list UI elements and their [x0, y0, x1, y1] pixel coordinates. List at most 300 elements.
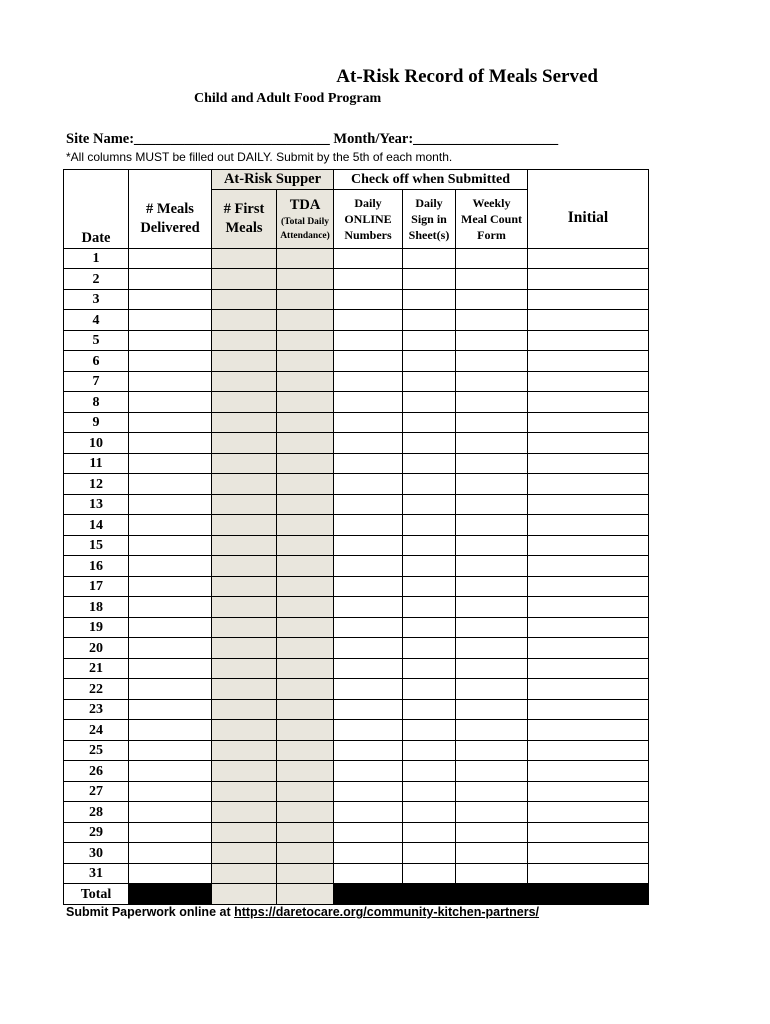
weekly-meal-count-cell[interactable] [456, 535, 528, 556]
weekly-meal-count-cell[interactable] [456, 515, 528, 536]
tda-cell[interactable] [277, 351, 334, 372]
daily-online-cell[interactable] [334, 658, 403, 679]
weekly-meal-count-cell[interactable] [456, 617, 528, 638]
weekly-meal-count-cell[interactable] [456, 863, 528, 884]
tda-cell[interactable] [277, 740, 334, 761]
tda-cell[interactable] [277, 392, 334, 413]
date-cell: 12 [64, 474, 129, 495]
tda-cell[interactable] [277, 597, 334, 618]
daily-online-cell[interactable] [334, 576, 403, 597]
meals-delivered-header: # Meals Delivered [129, 190, 212, 249]
daily-online-cell[interactable] [334, 453, 403, 474]
weekly-meal-count-cell[interactable] [456, 658, 528, 679]
date-cell: 3 [64, 289, 129, 310]
tda-cell[interactable] [277, 453, 334, 474]
date-cell: 23 [64, 699, 129, 720]
daily-online-cell[interactable] [334, 740, 403, 761]
daily-sign-in-cell[interactable] [403, 351, 456, 372]
daily-sign-in-cell[interactable] [403, 822, 456, 843]
table-row [64, 740, 649, 761]
first-meals-cell[interactable] [212, 617, 277, 638]
tda-cell[interactable] [277, 433, 334, 454]
weekly-meal-count-cell[interactable] [456, 269, 528, 290]
tda-cell[interactable] [277, 371, 334, 392]
daily-online-cell[interactable] [334, 351, 403, 372]
tda-header: TDA (Total Daily Attendance) [277, 190, 334, 249]
daily-sign-in-cell[interactable] [403, 802, 456, 823]
meals-delivered-cell[interactable] [129, 515, 212, 536]
tda-cell[interactable] [277, 556, 334, 577]
first-meals-cell[interactable] [212, 863, 277, 884]
date-cell: 21 [64, 658, 129, 679]
date-cell: 22 [64, 679, 129, 700]
first-meals-cell[interactable] [212, 474, 277, 495]
initial-cell[interactable] [528, 658, 649, 679]
weekly-meal-count-cell[interactable] [456, 720, 528, 741]
meals-delivered-cell[interactable] [129, 679, 212, 700]
blank-header-cell [64, 170, 129, 190]
first-meals-cell[interactable] [212, 330, 277, 351]
site-name-field[interactable]: Site Name:___________________________ [66, 131, 330, 147]
first-meals-cell[interactable] [212, 720, 277, 741]
first-meals-cell[interactable] [212, 392, 277, 413]
daily-sign-in-cell[interactable] [403, 248, 456, 269]
weekly-meal-count-cell[interactable] [456, 392, 528, 413]
first-meals-cell[interactable] [212, 371, 277, 392]
date-cell: 15 [64, 535, 129, 556]
daily-online-cell[interactable] [334, 330, 403, 351]
table-row [64, 720, 649, 741]
daily-online-cell[interactable] [334, 679, 403, 700]
daily-online-cell[interactable] [334, 248, 403, 269]
first-meals-cell[interactable] [212, 822, 277, 843]
meals-delivered-cell[interactable] [129, 822, 212, 843]
daily-sign-in-cell[interactable] [403, 638, 456, 659]
tda-cell[interactable] [277, 863, 334, 884]
initial-cell[interactable] [528, 679, 649, 700]
daily-sign-in-cell[interactable] [403, 761, 456, 782]
initial-cell[interactable] [528, 863, 649, 884]
table-row [64, 269, 649, 290]
first-meals-cell[interactable] [212, 576, 277, 597]
initial-cell[interactable] [528, 802, 649, 823]
daily-online-cell[interactable] [334, 494, 403, 515]
meals-delivered-cell[interactable] [129, 371, 212, 392]
tda-cell[interactable] [277, 310, 334, 331]
first-meals-cell[interactable] [212, 289, 277, 310]
meals-log-table [63, 169, 649, 905]
initial-cell[interactable] [528, 474, 649, 495]
tda-cell[interactable] [277, 720, 334, 741]
date-cell: 27 [64, 781, 129, 802]
daily-online-cell[interactable] [334, 310, 403, 331]
tda-cell[interactable] [277, 822, 334, 843]
daily-online-cell[interactable] [334, 802, 403, 823]
first-meals-cell[interactable] [212, 556, 277, 577]
date-cell: 19 [64, 617, 129, 638]
meals-delivered-cell[interactable] [129, 392, 212, 413]
meals-delivered-cell[interactable] [129, 740, 212, 761]
tda-cell[interactable] [277, 802, 334, 823]
total-meals-delivered-blocked [129, 884, 212, 905]
weekly-meal-count-cell[interactable] [456, 843, 528, 864]
date-cell: 28 [64, 802, 129, 823]
site-month-line [66, 131, 558, 148]
meals-delivered-cell[interactable] [129, 617, 212, 638]
initial-cell[interactable] [528, 248, 649, 269]
total-label: Total [64, 884, 129, 905]
date-cell: 18 [64, 597, 129, 618]
weekly-meal-count-cell[interactable] [456, 638, 528, 659]
daily-sign-in-cell[interactable] [403, 371, 456, 392]
date-cell: 4 [64, 310, 129, 331]
table-row [64, 802, 649, 823]
meals-delivered-cell[interactable] [129, 597, 212, 618]
daily-sign-in-cell[interactable] [403, 617, 456, 638]
table-row [64, 597, 649, 618]
tda-cell[interactable] [277, 494, 334, 515]
table-row [64, 330, 649, 351]
initial-cell[interactable] [528, 740, 649, 761]
daily-sign-in-cell[interactable] [403, 658, 456, 679]
tda-cell[interactable] [277, 474, 334, 495]
table-row [64, 515, 649, 536]
tda-cell[interactable] [277, 658, 334, 679]
table-row [64, 371, 649, 392]
tda-cell[interactable] [277, 781, 334, 802]
weekly-meal-count-cell[interactable] [456, 412, 528, 433]
date-cell: 31 [64, 863, 129, 884]
meals-delivered-cell[interactable] [129, 474, 212, 495]
weekly-meal-count-cell[interactable] [456, 597, 528, 618]
first-meals-cell[interactable] [212, 412, 277, 433]
meals-delivered-cell[interactable] [129, 351, 212, 372]
first-meals-cell[interactable] [212, 699, 277, 720]
daily-sign-in-cell[interactable] [403, 679, 456, 700]
month-year-field[interactable]: Month/Year:____________________ [333, 131, 559, 147]
first-meals-cell[interactable] [212, 597, 277, 618]
date-cell: 16 [64, 556, 129, 577]
initial-cell[interactable] [528, 761, 649, 782]
table-row [64, 433, 649, 454]
table-row [64, 310, 649, 331]
weekly-meal-count-cell[interactable] [456, 310, 528, 331]
initial-cell[interactable] [528, 597, 649, 618]
first-meals-cell[interactable] [212, 453, 277, 474]
daily-online-cell[interactable] [334, 822, 403, 843]
tda-cell[interactable] [277, 289, 334, 310]
first-meals-cell[interactable] [212, 433, 277, 454]
weekly-meal-count-cell[interactable] [456, 781, 528, 802]
tda-cell[interactable] [277, 638, 334, 659]
instruction-text: *All columns MUST be filled out DAILY. Submit by the 5th of each month. [66, 150, 453, 164]
initial-cell[interactable] [528, 576, 649, 597]
meals-delivered-cell[interactable] [129, 433, 212, 454]
initial-cell[interactable] [528, 494, 649, 515]
daily-online-cell[interactable] [334, 412, 403, 433]
check-off-header: Check off when Submitted [334, 170, 528, 190]
form-subtitle: Child and Adult Food Program [194, 91, 382, 106]
initial-cell[interactable] [528, 720, 649, 741]
daily-sign-in-header: Daily Sign in Sheet(s) [403, 190, 456, 249]
daily-sign-in-cell[interactable] [403, 535, 456, 556]
meals-delivered-cell[interactable] [129, 761, 212, 782]
daily-sign-in-cell[interactable] [403, 453, 456, 474]
daily-sign-in-cell[interactable] [403, 863, 456, 884]
daily-online-cell[interactable] [334, 699, 403, 720]
weekly-meal-count-cell[interactable] [456, 802, 528, 823]
form-title-text: At-Risk Record of Meals Served [336, 66, 598, 87]
daily-online-cell[interactable] [334, 474, 403, 495]
initial-cell[interactable] [528, 781, 649, 802]
meals-delivered-cell[interactable] [129, 412, 212, 433]
weekly-meal-count-cell[interactable] [456, 330, 528, 351]
meals-delivered-cell[interactable] [129, 638, 212, 659]
daily-online-cell[interactable] [334, 638, 403, 659]
initial-cell[interactable] [528, 822, 649, 843]
table-row [64, 556, 649, 577]
date-cell: 13 [64, 494, 129, 515]
first-meals-cell[interactable] [212, 843, 277, 864]
date-cell: 29 [64, 822, 129, 843]
daily-online-cell[interactable] [334, 371, 403, 392]
initial-cell[interactable] [528, 412, 649, 433]
meals-delivered-cell[interactable] [129, 330, 212, 351]
footer-text: Submit Paperwork online at https://daretocare.org/community-kitchen-partners/ [66, 905, 540, 919]
first-meals-cell[interactable] [212, 802, 277, 823]
first-meals-cell[interactable] [212, 638, 277, 659]
daily-sign-in-cell[interactable] [403, 330, 456, 351]
total-tda-cell[interactable] [277, 884, 334, 905]
weekly-meal-count-cell[interactable] [456, 699, 528, 720]
daily-online-cell[interactable] [334, 843, 403, 864]
weekly-meal-count-cell[interactable] [456, 351, 528, 372]
date-cell: 2 [64, 269, 129, 290]
daily-sign-in-cell[interactable] [403, 474, 456, 495]
tda-cell[interactable] [277, 761, 334, 782]
weekly-meal-count-cell[interactable] [456, 248, 528, 269]
daily-online-cell[interactable] [334, 392, 403, 413]
daily-online-cell[interactable] [334, 269, 403, 290]
daily-sign-in-cell[interactable] [403, 310, 456, 331]
daily-online-cell[interactable] [334, 720, 403, 741]
table-row [64, 453, 649, 474]
tda-cell[interactable] [277, 412, 334, 433]
date-cell: 30 [64, 843, 129, 864]
blank-header-cell [129, 170, 212, 190]
weekly-meal-count-cell[interactable] [456, 556, 528, 577]
daily-sign-in-cell[interactable] [403, 843, 456, 864]
daily-sign-in-cell[interactable] [403, 576, 456, 597]
daily-sign-in-cell[interactable] [403, 781, 456, 802]
table-row [64, 617, 649, 638]
weekly-meal-count-cell[interactable] [456, 494, 528, 515]
initial-cell[interactable] [528, 392, 649, 413]
daily-sign-in-cell[interactable] [403, 720, 456, 741]
meals-delivered-cell[interactable] [129, 843, 212, 864]
meals-delivered-cell[interactable] [129, 781, 212, 802]
daily-sign-in-cell[interactable] [403, 269, 456, 290]
daily-online-cell[interactable] [334, 515, 403, 536]
weekly-meal-count-cell[interactable] [456, 289, 528, 310]
daily-online-cell[interactable] [334, 433, 403, 454]
daily-sign-in-cell[interactable] [403, 412, 456, 433]
weekly-meal-count-cell[interactable] [456, 474, 528, 495]
meals-delivered-cell[interactable] [129, 453, 212, 474]
tda-cell[interactable] [277, 699, 334, 720]
initial-cell[interactable] [528, 351, 649, 372]
date-header: Date [64, 190, 129, 249]
meals-delivered-cell[interactable] [129, 269, 212, 290]
initial-cell[interactable] [528, 289, 649, 310]
date-cell: 25 [64, 740, 129, 761]
first-meals-cell[interactable] [212, 351, 277, 372]
table-row [64, 638, 649, 659]
daily-online-numbers-header: Daily ONLINE Numbers [334, 190, 403, 249]
initial-cell[interactable] [528, 330, 649, 351]
initial-cell[interactable] [528, 843, 649, 864]
weekly-meal-count-cell[interactable] [456, 822, 528, 843]
footer-link[interactable]: https://daretocare.org/community-kitchen-partners/ [234, 905, 540, 919]
daily-online-cell[interactable] [334, 289, 403, 310]
daily-sign-in-cell[interactable] [403, 392, 456, 413]
first-meals-cell[interactable] [212, 761, 277, 782]
weekly-meal-count-cell[interactable] [456, 761, 528, 782]
date-cell: 17 [64, 576, 129, 597]
first-meals-cell[interactable] [212, 248, 277, 269]
date-cell: 9 [64, 412, 129, 433]
meals-delivered-cell[interactable] [129, 802, 212, 823]
first-meals-cell[interactable] [212, 535, 277, 556]
weekly-meal-count-cell[interactable] [456, 679, 528, 700]
date-cell: 20 [64, 638, 129, 659]
meals-delivered-cell[interactable] [129, 494, 212, 515]
daily-sign-in-cell[interactable] [403, 433, 456, 454]
tda-cell[interactable] [277, 617, 334, 638]
table-row [64, 474, 649, 495]
date-cell: 24 [64, 720, 129, 741]
daily-sign-in-cell[interactable] [403, 597, 456, 618]
first-meals-cell[interactable] [212, 269, 277, 290]
first-meals-cell[interactable] [212, 494, 277, 515]
tda-cell[interactable] [277, 576, 334, 597]
first-meals-cell[interactable] [212, 310, 277, 331]
initial-cell[interactable] [528, 535, 649, 556]
meals-delivered-cell[interactable] [129, 289, 212, 310]
tda-cell[interactable] [277, 248, 334, 269]
meals-delivered-cell[interactable] [129, 576, 212, 597]
table-row [64, 658, 649, 679]
blank-header-cell [528, 170, 649, 190]
daily-sign-in-cell[interactable] [403, 515, 456, 536]
initial-cell[interactable] [528, 453, 649, 474]
total-first-meals-cell[interactable] [212, 884, 277, 905]
table-row [64, 781, 649, 802]
daily-online-cell[interactable] [334, 597, 403, 618]
initial-cell[interactable] [528, 556, 649, 577]
first-meals-cell[interactable] [212, 781, 277, 802]
table-row [64, 535, 649, 556]
initial-cell[interactable] [528, 617, 649, 638]
tda-cell[interactable] [277, 535, 334, 556]
first-meals-cell[interactable] [212, 658, 277, 679]
meals-delivered-cell[interactable] [129, 248, 212, 269]
meals-delivered-cell[interactable] [129, 658, 212, 679]
weekly-meal-count-cell[interactable] [456, 433, 528, 454]
first-meals-header: # First Meals [212, 190, 277, 249]
initial-cell[interactable] [528, 310, 649, 331]
daily-online-cell[interactable] [334, 556, 403, 577]
table-row [64, 392, 649, 413]
meals-delivered-cell[interactable] [129, 699, 212, 720]
daily-sign-in-cell[interactable] [403, 556, 456, 577]
daily-online-cell[interactable] [334, 761, 403, 782]
first-meals-cell[interactable] [212, 740, 277, 761]
daily-sign-in-cell[interactable] [403, 289, 456, 310]
daily-online-cell[interactable] [334, 863, 403, 884]
daily-online-cell[interactable] [334, 617, 403, 638]
table-row [64, 351, 649, 372]
daily-sign-in-cell[interactable] [403, 494, 456, 515]
daily-sign-in-cell[interactable] [403, 699, 456, 720]
meals-delivered-cell[interactable] [129, 310, 212, 331]
weekly-meal-count-cell[interactable] [456, 371, 528, 392]
initial-cell[interactable] [528, 515, 649, 536]
table-row [64, 761, 649, 782]
table-row [64, 412, 649, 433]
initial-cell[interactable] [528, 699, 649, 720]
tda-cell[interactable] [277, 679, 334, 700]
meals-delivered-cell[interactable] [129, 863, 212, 884]
date-cell: 26 [64, 761, 129, 782]
date-cell: 7 [64, 371, 129, 392]
table-row [64, 843, 649, 864]
date-cell: 1 [64, 248, 129, 269]
date-cell: 5 [64, 330, 129, 351]
date-cell: 10 [64, 433, 129, 454]
daily-online-cell[interactable] [334, 535, 403, 556]
first-meals-cell[interactable] [212, 515, 277, 536]
weekly-meal-count-header: Weekly Meal Count Form [456, 190, 528, 249]
initial-cell[interactable] [528, 371, 649, 392]
weekly-meal-count-cell[interactable] [456, 576, 528, 597]
header-row-top [64, 170, 649, 190]
meals-delivered-cell[interactable] [129, 535, 212, 556]
table-row [64, 699, 649, 720]
table-row [64, 863, 649, 884]
table-row [64, 822, 649, 843]
tda-cell[interactable] [277, 843, 334, 864]
date-cell: 6 [64, 351, 129, 372]
weekly-meal-count-cell[interactable] [456, 453, 528, 474]
first-meals-cell[interactable] [212, 679, 277, 700]
initial-cell[interactable] [528, 433, 649, 454]
total-row [64, 884, 649, 905]
initial-cell[interactable] [528, 269, 649, 290]
date-cell: 8 [64, 392, 129, 413]
daily-sign-in-cell[interactable] [403, 740, 456, 761]
tda-cell[interactable] [277, 269, 334, 290]
initial-cell[interactable] [528, 638, 649, 659]
table-row [64, 679, 649, 700]
meals-delivered-cell[interactable] [129, 720, 212, 741]
weekly-meal-count-cell[interactable] [456, 740, 528, 761]
at-risk-supper-header: At-Risk Supper [212, 170, 334, 190]
tda-cell[interactable] [277, 515, 334, 536]
tda-cell[interactable] [277, 330, 334, 351]
daily-online-cell[interactable] [334, 781, 403, 802]
meals-delivered-cell[interactable] [129, 556, 212, 577]
